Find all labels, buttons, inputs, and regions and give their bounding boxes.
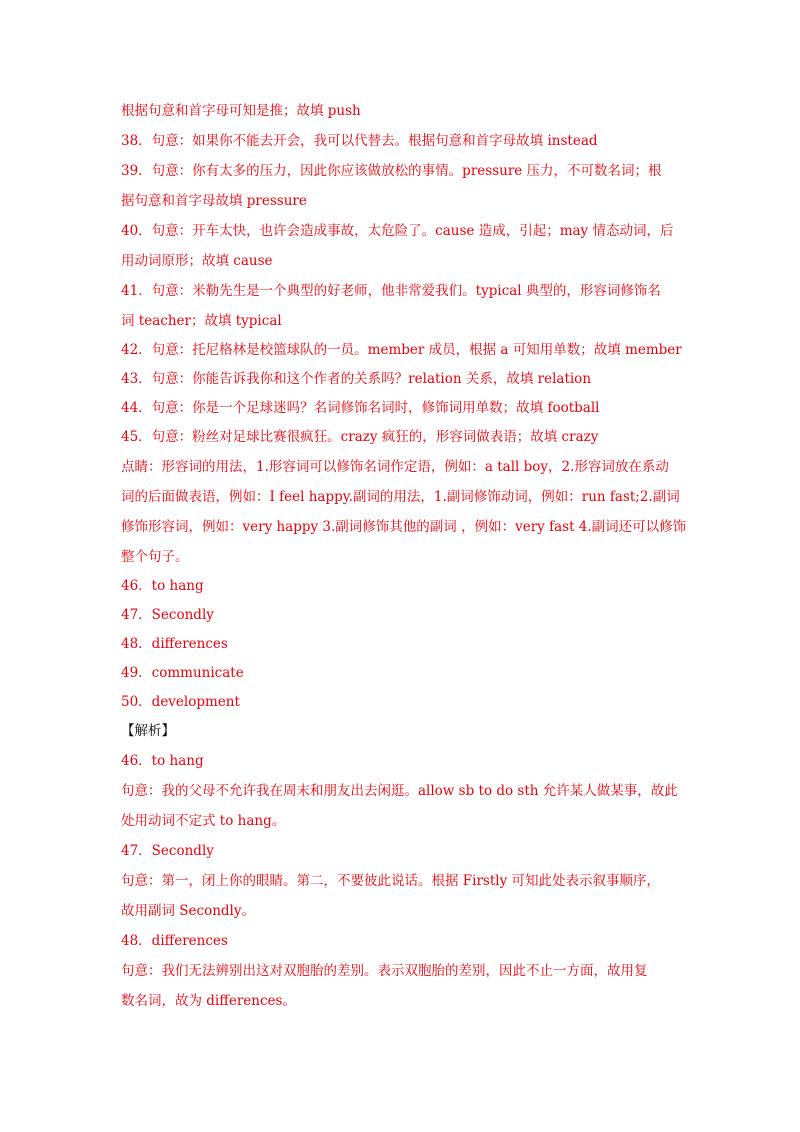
section-heading: 【解析】	[121, 723, 175, 739]
text-line: 48．differences	[121, 933, 228, 949]
text-line: 43．句意：你能告诉我你和这个作者的关系吗？relation 关系，故填 relation	[121, 371, 592, 387]
text-line: 句意：第一，闭上你的眼睛。第二，不要彼此说话。根据 Firstly 可知此处表示叙事顺序，	[121, 873, 661, 889]
text-line: 50．development	[121, 694, 240, 710]
text-line: 故用副词 Secondly。	[121, 903, 255, 919]
text-line: 49．communicate	[121, 665, 244, 681]
text-line: 41．句意：米勒先生是一个典型的好老师，他非常爱我们。typical 典型的，形容词修饰名	[121, 283, 661, 299]
text-line: 38．句意：如果你不能去开会，我可以代替去。根据句意和首字母故填 instead	[121, 133, 598, 149]
text-line: 句意：我们无法辨别出这对双胞胎的差别。表示双胞胎的差别，因此不止一方面，故用复	[121, 963, 648, 979]
text-line: 42．句意：托尼格林是校篮球队的一员。member 成员，根据 a 可知用单数；故填 member	[121, 342, 682, 358]
text-line: 39．句意：你有太多的压力，因此你应该做放松的事情。pressure 压力，不可数名词；根	[121, 163, 662, 179]
text-line: 46．to hang	[121, 753, 204, 769]
text-line: 据句意和首字母故填 pressure	[121, 193, 307, 209]
text-line: 用动词原形；故填 cause	[121, 253, 273, 269]
text-line: 45．句意：粉丝对足球比赛很疯狂。crazy 疯狂的，形容词做表语；故填 crazy	[121, 429, 599, 445]
text-line: 48．differences	[121, 636, 228, 652]
text-line: 40．句意：开车太快，也许会造成事故，太危险了。cause 造成，引起；may 情态动词，后	[121, 223, 674, 239]
text-line: 数名词，故为 differences。	[121, 993, 296, 1009]
text-line: 修饰形容词，例如：very happy 3.副词修饰其他的副词 ，例如：very fast 4.副词还可以修饰	[121, 519, 687, 535]
text-line: 46．to hang	[121, 578, 204, 594]
text-line: 47．Secondly	[121, 843, 214, 859]
text-line: 点睛：形容词的用法，1.形容词可以修饰名词作定语，例如：a tall boy，2.形容词放在系动	[121, 459, 669, 475]
text-line: 44．句意：你是一个足球迷吗？名词修饰名词时，修饰词用单数；故填 football	[121, 400, 600, 416]
text-line: 整个句子。	[121, 549, 189, 565]
text-line: 根据句意和首字母可知是推；故填 push	[121, 103, 361, 119]
answer-explanations	[121, 96, 687, 1016]
text-line: 处用动词不定式 to hang。	[121, 813, 286, 829]
text-line: 47．Secondly	[121, 607, 214, 623]
text-line: 词 teacher；故填 typical	[121, 313, 282, 329]
text-line: 词的后面做表语，例如：I feel happy.副词的用法，1.副词修饰动词，例如：run fast;2.副词	[121, 489, 680, 505]
text-line: 句意：我的父母不允许我在周末和朋友出去闲逛。allow sb to do sth 允许某人做某事，故此	[121, 783, 678, 799]
